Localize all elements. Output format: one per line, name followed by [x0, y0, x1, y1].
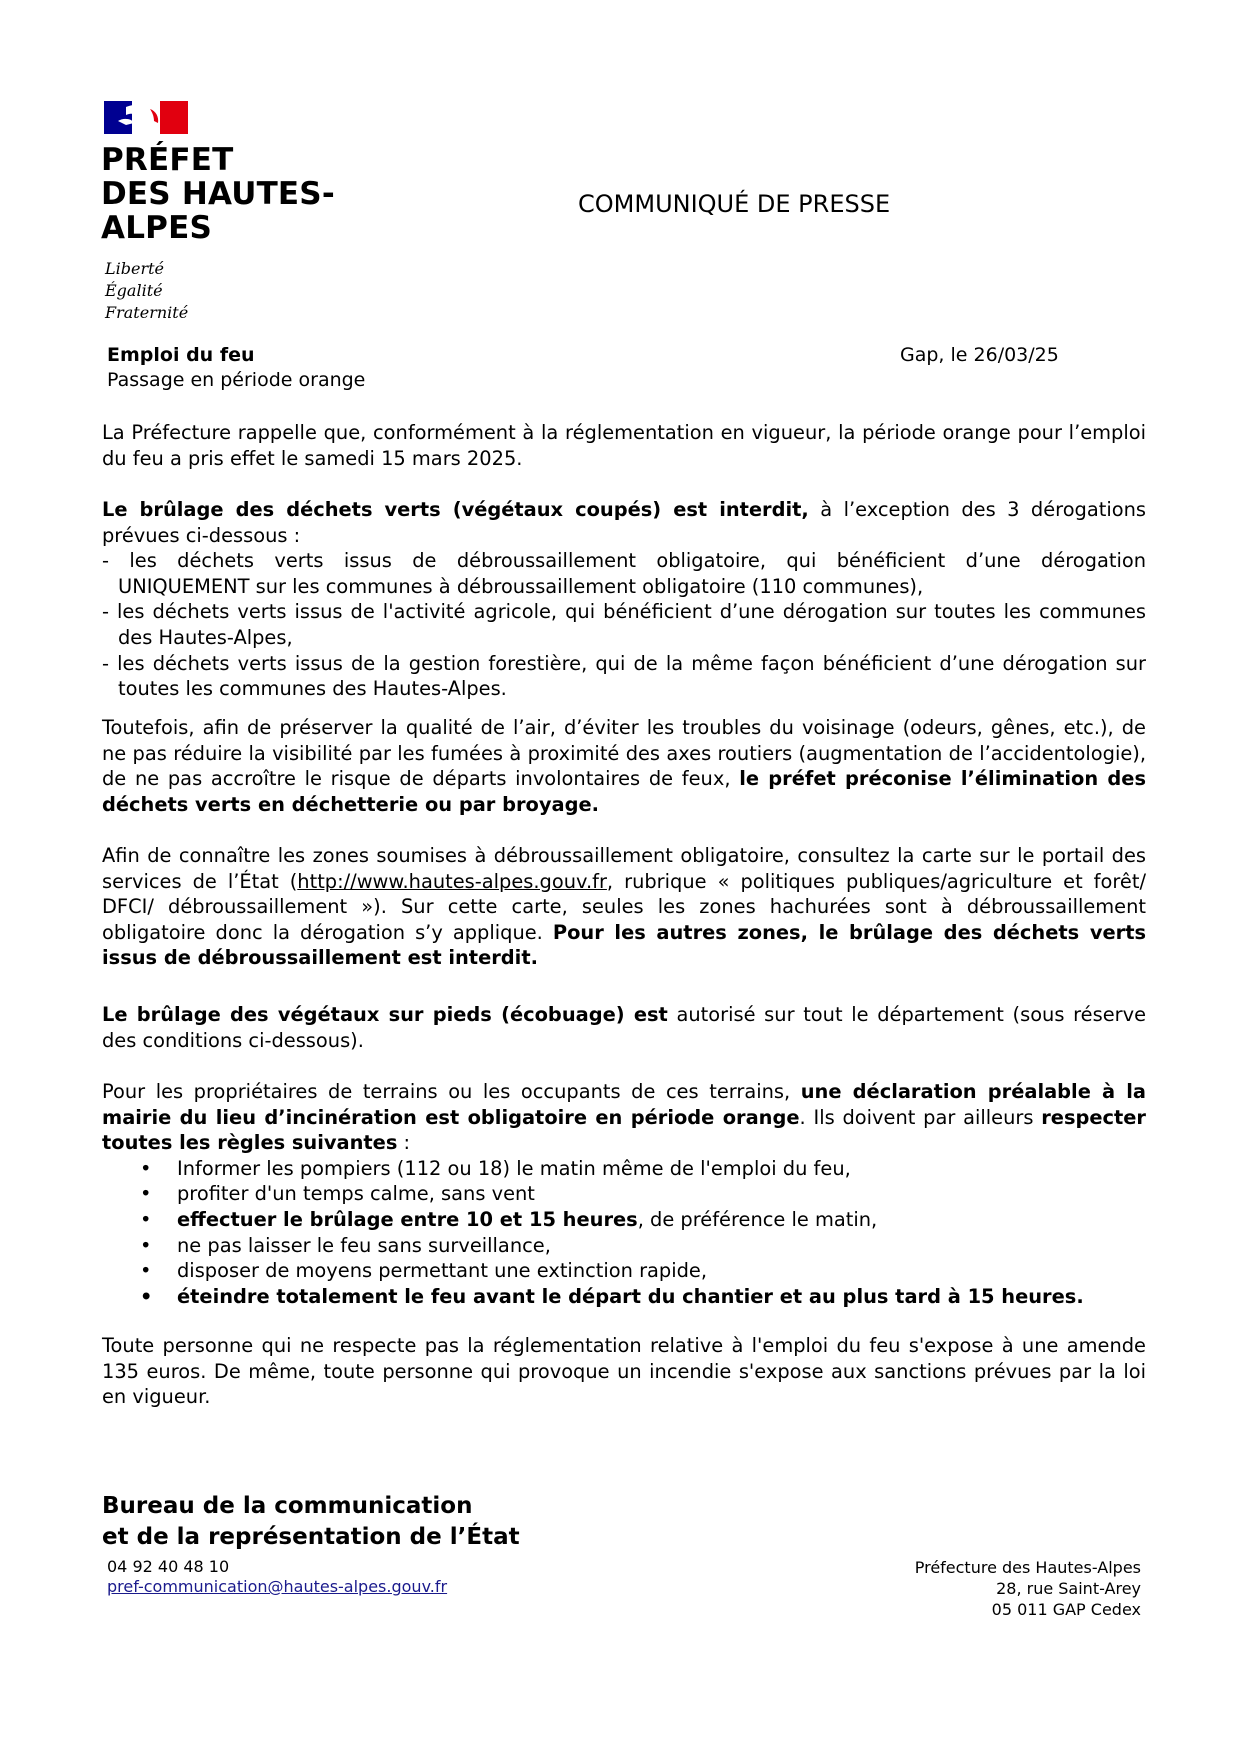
subject-subtitle: Passage en période orange	[107, 369, 366, 391]
ecobuage-text-wrap	[102, 1002, 1146, 1053]
list-item	[102, 1258, 1146, 1284]
rule-text: ne pas laisser le feu sans surveillance,	[177, 1233, 551, 1257]
proprietaires-text-wrap	[102, 1079, 1146, 1156]
ecobuage-paragraph	[102, 1002, 1146, 1053]
prefet-title	[101, 143, 335, 245]
brulage-lead-bold: Le brûlage des déchets verts (végétaux coupés) est interdit,	[102, 498, 809, 521]
derogation-item-3-cont: toutes les communes des Hautes-Alpes.	[118, 677, 507, 701]
address-line-1: Préfecture des Hautes-Alpes	[914, 1558, 1141, 1577]
footer-address	[915, 1557, 1141, 1620]
contact-email-link[interactable]: pref-communication@hautes-alpes.gouv.fr	[107, 1577, 448, 1596]
sanctions-paragraph	[102, 1333, 1146, 1410]
communique-title: COMMUNIQUÉ DE PRESSE	[578, 190, 891, 218]
proprietaires-bold-1: une déclaration préalable à la mairie du lieu d’incinération est obligatoire en période orange	[102, 1080, 1146, 1129]
toutefois-text: Toutefois, afin de préserver la qualité de l’air, d’éviter les troubles du voisinage (odeurs, gênes, etc.), de ne pas réduire la visibilité par les fumées à proximité des axes routiers (augmentation de l’accidentologie), de ne pas accroître le risque de départs involontaires de feux,	[102, 716, 1146, 791]
intro-paragraph	[102, 420, 1146, 471]
subject-title: Emploi du feu	[107, 344, 255, 366]
rule-text: Informer les pompiers (112 ou 18) le matin même de l'emploi du feu,	[177, 1156, 851, 1180]
rule-bold: éteindre totalement le feu avant le départ du chantier et au plus tard à 15 heures.	[177, 1284, 1084, 1308]
derogation-item-1-cont: UNIQUEMENT sur les communes à débroussaillement obligatoire (110 communes),	[118, 574, 924, 598]
address-line-2: 28, rue Saint-Arey	[996, 1579, 1141, 1598]
press-date: Gap, le 26/03/25	[900, 344, 1059, 366]
zones-text-1: Afin de connaître les zones soumises à débroussaillement obligatoire, consultez la carte sur le portail des services de l’État (	[102, 844, 1146, 893]
footer-title-line-2: et de la représentation de l’État	[102, 1524, 520, 1550]
list-item	[102, 1156, 1146, 1182]
ecobuage-text: autorisé sur tout le département (sous réserve des conditions ci-dessous).	[102, 1003, 1146, 1052]
list-item	[102, 1207, 1146, 1233]
zones-text-wrap	[102, 843, 1146, 971]
derogation-item-2-cont: des Hautes-Alpes,	[118, 625, 293, 649]
portal-link[interactable]: http://www.hautes-alpes.gouv.fr	[297, 869, 607, 893]
bullet-icon: •	[140, 1182, 152, 1206]
zones-bold: Pour les autres zones, le brûlage des déchets verts issus de débroussaillement est interdit.	[102, 920, 1147, 970]
devise-egalite: Égalité	[105, 281, 163, 300]
proprietaires-text-3: :	[397, 1131, 411, 1155]
brulage-section	[102, 497, 1146, 702]
bullet-icon: •	[140, 1233, 152, 1257]
contact-phone: 04 92 40 48 10	[107, 1557, 230, 1576]
derogation-item-1: - les déchets verts issus de débroussaillement obligatoire, qui bénéficient d’une dérogation	[102, 549, 1146, 573]
ecobuage-bold: Le brûlage des végétaux sur pieds (écobuage) est	[102, 1003, 668, 1026]
toutefois-text-wrap	[102, 715, 1146, 817]
footer-title-line-1: Bureau de la communication	[102, 1493, 473, 1519]
devise-fraternite: Fraternité	[105, 303, 189, 322]
bullet-icon: •	[140, 1156, 152, 1180]
proprietaires-text-1: Pour les propriétaires de terrains ou les occupants de ces terrains,	[102, 1080, 801, 1103]
brulage-lead-rest: à l’exception des 3 dérogations prévues ci-dessous :	[102, 498, 1146, 547]
prefet-line-3: ALPES	[101, 210, 212, 246]
rule-text: profiter d'un temps calme, sans vent	[177, 1182, 535, 1206]
toutefois-bold: le préfet préconise l’élimination des déchets verts en déchetterie ou par broyage.	[102, 767, 1146, 816]
rules-list	[102, 1156, 1146, 1310]
prefet-line-1: PRÉFET	[101, 142, 234, 178]
bullet-icon: •	[140, 1259, 152, 1283]
proprietaires-text-2: . Ils doivent par ailleurs	[799, 1105, 1042, 1129]
derogation-item-3: - les déchets verts issus de la gestion forestière, qui de la même façon bénéficient d’une dérogation sur	[102, 651, 1146, 675]
sanctions-text: Toute personne qui ne respecte pas la réglementation relative à l'emploi du feu s'expose à une amende 135 euros. De même, toute personne qui provoque un incendie s'expose aux sanctions prévues par la loi en vigueur.	[102, 1334, 1146, 1409]
footer-title	[102, 1491, 520, 1553]
devise	[105, 258, 188, 324]
footer-contact	[107, 1557, 447, 1597]
brulage-lead	[102, 497, 1146, 548]
proprietaires-section	[102, 1079, 1146, 1309]
zones-paragraph	[102, 843, 1146, 971]
rule-bold: effectuer le brûlage entre 10 et 15 heures	[177, 1207, 638, 1231]
list-item	[102, 1233, 1146, 1259]
list-item	[102, 1181, 1146, 1207]
subject-block	[107, 343, 365, 393]
proprietaires-bold-2: respecter toutes les règles suivantes	[102, 1105, 1146, 1155]
address-line-3: 05 011 GAP Cedex	[991, 1600, 1141, 1619]
marianne-logo-icon	[104, 101, 188, 134]
bullet-icon: •	[140, 1284, 153, 1308]
bullet-icon: •	[140, 1207, 152, 1231]
rule-text: , de préférence le matin,	[637, 1207, 878, 1231]
derogation-item-2: - les déchets verts issus de l'activité agricole, qui bénéficient d’une dérogation sur toutes les communes	[102, 600, 1146, 624]
toutefois-paragraph	[102, 715, 1146, 817]
intro-text: La Préfecture rappelle que, conformément à la réglementation en vigueur, la période orange pour l’emploi du feu a pris effet le samedi 15 mars 2025.	[102, 421, 1146, 470]
devise-liberte: Liberté	[105, 259, 164, 278]
rule-text: disposer de moyens permettant une extinction rapide,	[177, 1259, 708, 1283]
zones-text-2: , rubrique « politiques publiques/agriculture et forêt/ DFCI/ débroussaillement »). Sur cette carte, seules les zones hachurées sont à débroussaillement obligatoire donc la dérogation s’y applique.	[102, 869, 1146, 944]
list-item	[102, 1284, 1146, 1310]
prefet-line-2: DES HAUTES-	[101, 176, 335, 212]
